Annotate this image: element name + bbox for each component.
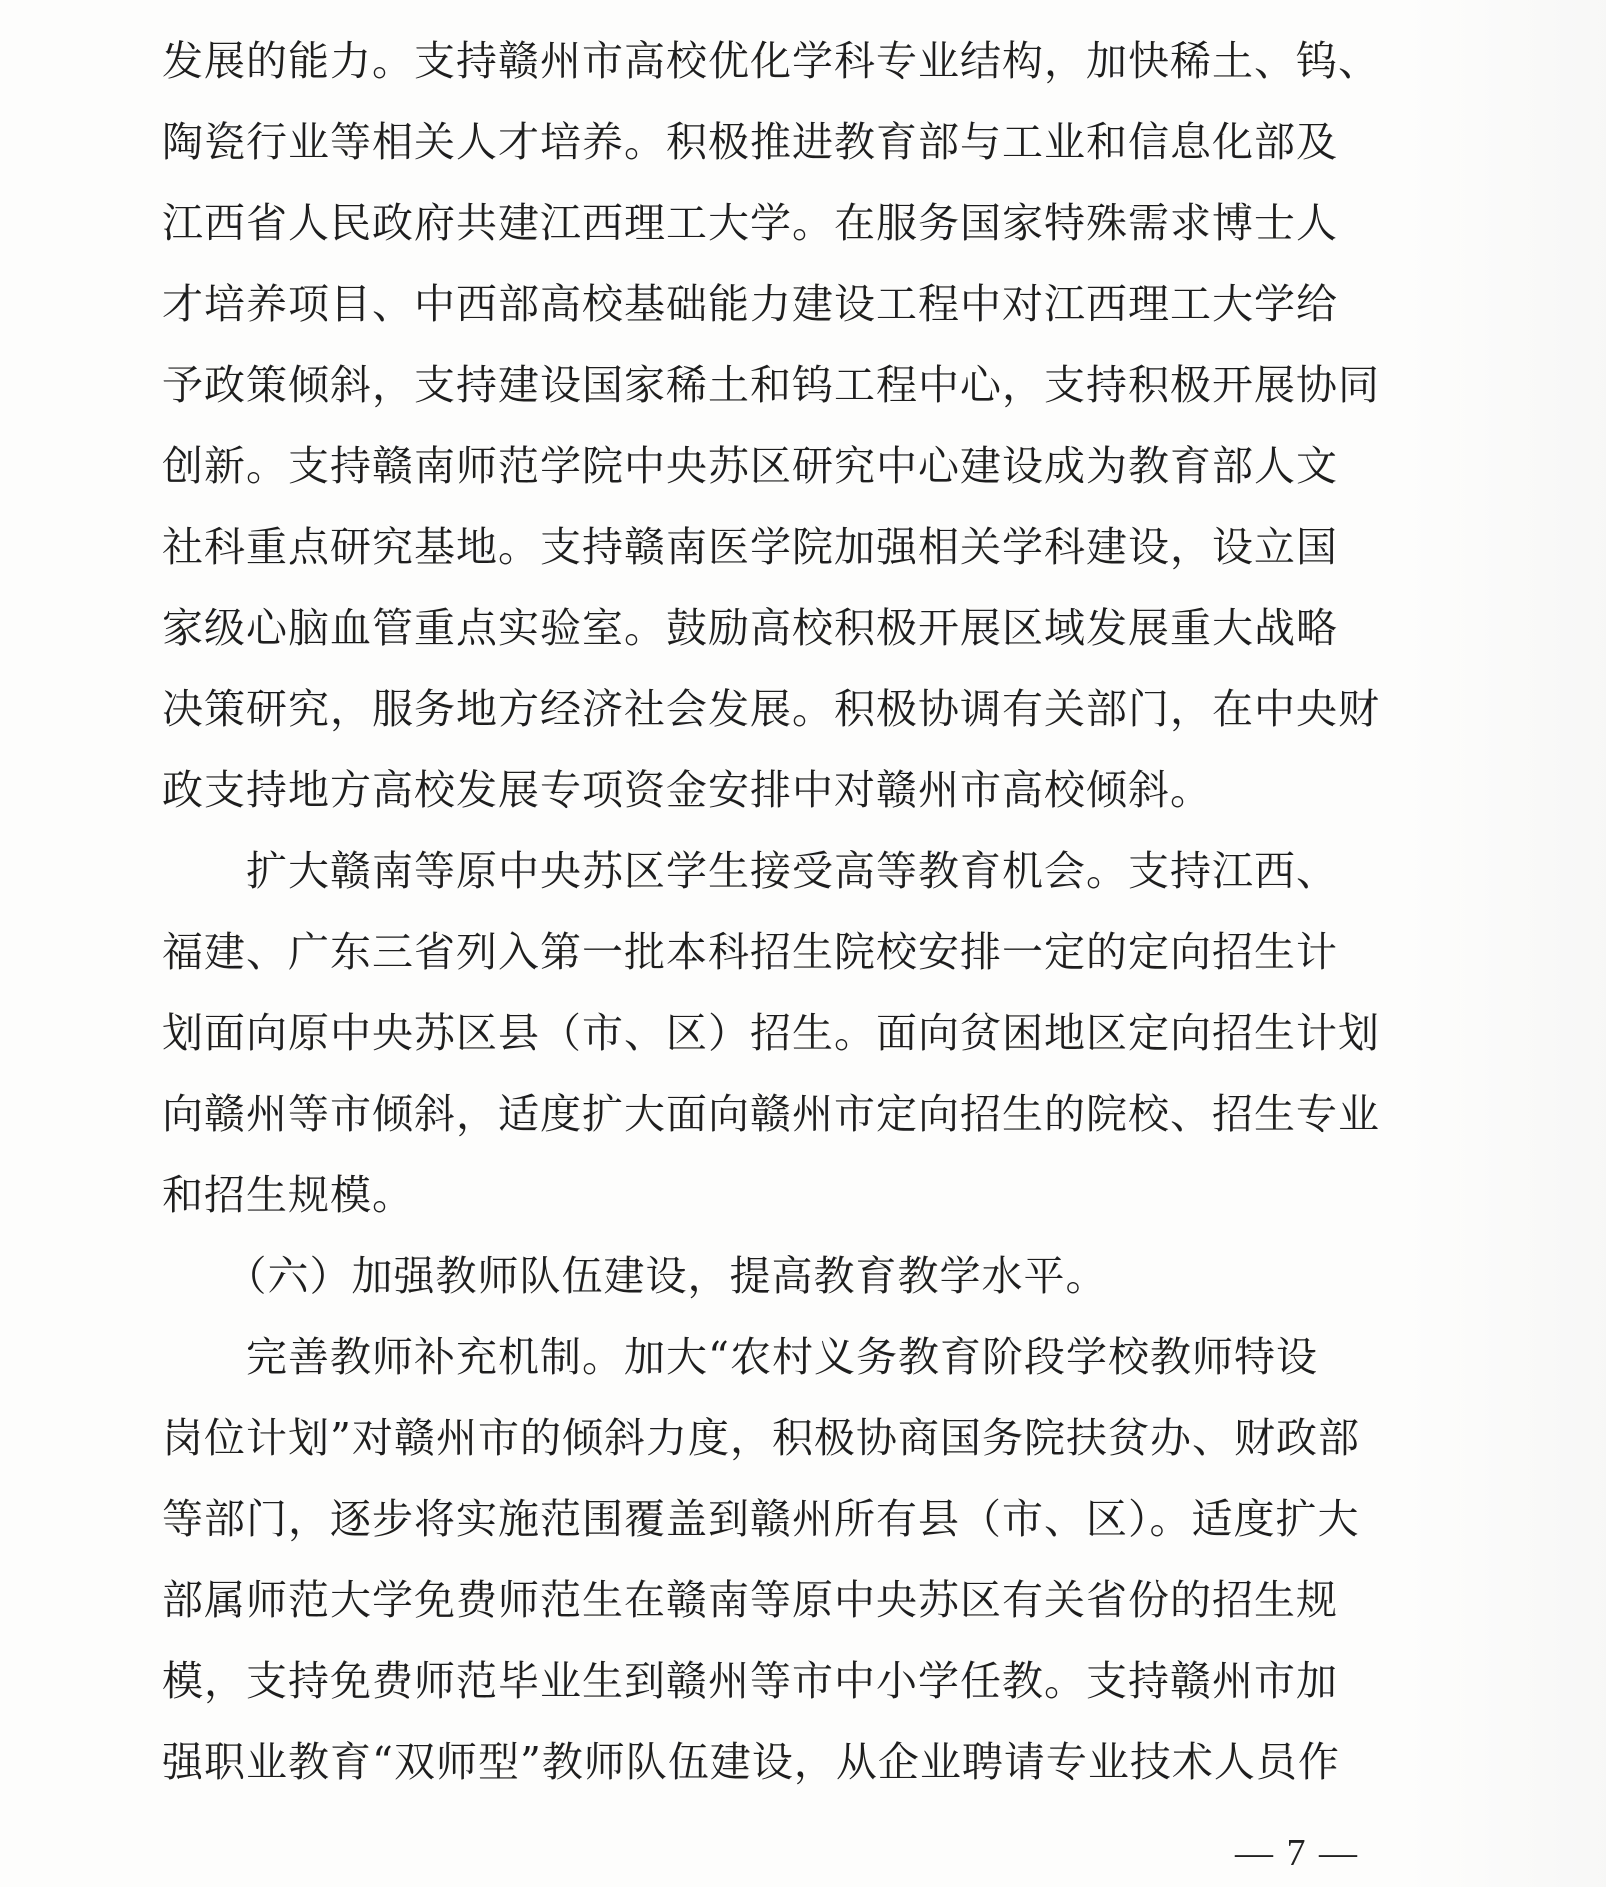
text-line: 政支持地方高校发展专项资金安排中对赣州市高校倾斜。	[162, 766, 1212, 814]
text-line: 划面向原中央苏区县（市、区）招生。面向贫困地区定向招生计划	[162, 1009, 1380, 1057]
text-line: 家级心脑血管重点实验室。鼓励高校积极开展区域发展重大战略	[162, 604, 1338, 652]
text-line: 予政策倾斜，支持建设国家稀土和钨工程中心，支持积极开展协同	[162, 361, 1380, 409]
text-line: 岗位计划”对赣州市的倾斜力度，积极协商国务院扶贫办、财政部	[162, 1414, 1360, 1462]
page-shading	[1406, 0, 1606, 1887]
text-line: 完善教师补充机制。加大“农村义务教育阶段学校教师特设	[162, 1333, 1318, 1381]
page-number: — 7 —	[1235, 1832, 1359, 1874]
text-line: 江西省人民政府共建江西理工大学。在服务国家特殊需求博士人	[162, 199, 1338, 247]
section-heading: （六）加强教师队伍建设，提高教育教学水平。	[162, 1252, 1108, 1300]
text-line: 福建、广东三省列入第一批本科招生院校安排一定的定向招生计	[162, 928, 1338, 976]
text-line: 发展的能力。支持赣州市高校优化学科专业结构，加快稀土、钨、	[162, 37, 1380, 85]
text-line: 社科重点研究基地。支持赣南医学院加强相关学科建设，设立国	[162, 523, 1338, 571]
text-line: 扩大赣南等原中央苏区学生接受高等教育机会。支持江西、	[162, 847, 1338, 895]
text-line: 才培养项目、中西部高校基础能力建设工程中对江西理工大学给	[162, 280, 1338, 328]
text-line: 创新。支持赣南师范学院中央苏区研究中心建设成为教育部人文	[162, 442, 1338, 490]
text-line: 和招生规模。	[162, 1171, 414, 1219]
text-line: 陶瓷行业等相关人才培养。积极推进教育部与工业和信息化部及	[162, 118, 1338, 166]
text-line: 等部门，逐步将实施范围覆盖到赣州所有县（市、区）。适度扩大	[162, 1495, 1360, 1543]
body-text	[162, 0, 1382, 1803]
text-line: 向赣州等市倾斜，适度扩大面向赣州市定向招生的院校、招生专业	[162, 1090, 1380, 1138]
text-line: 决策研究，服务地方经济社会发展。积极协调有关部门，在中央财	[162, 685, 1380, 733]
text-line: 强职业教育“双师型”教师队伍建设，从企业聘请专业技术人员作	[162, 1738, 1340, 1786]
text-line: 模，支持免费师范毕业生到赣州等市中小学任教。支持赣州市加	[162, 1657, 1338, 1705]
text-line: 部属师范大学免费师范生在赣南等原中央苏区有关省份的招生规	[162, 1576, 1338, 1624]
